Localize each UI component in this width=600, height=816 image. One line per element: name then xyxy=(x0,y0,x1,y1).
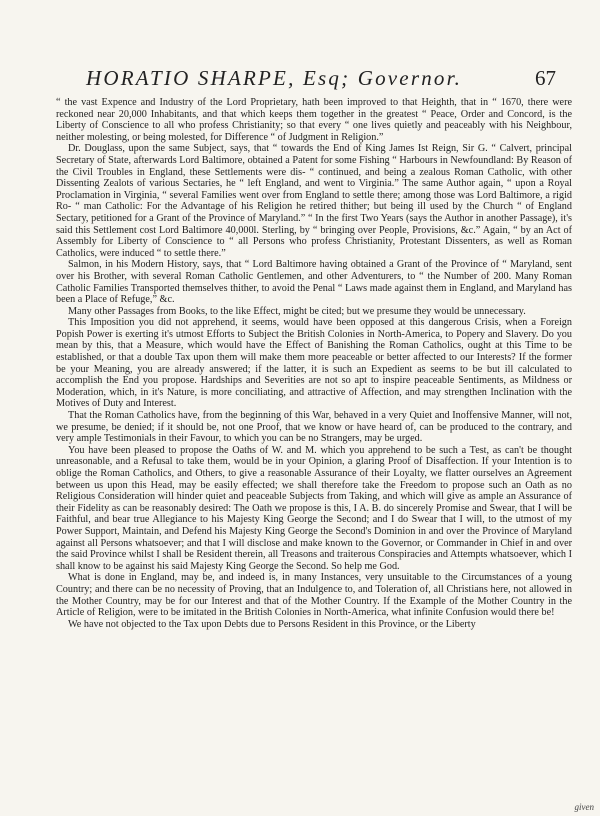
catchword: given xyxy=(574,802,594,812)
running-head xyxy=(86,66,556,94)
paragraph-tax-debts: We have not objected to the Tax upon Debts due to Persons Resident in this Province, or the Liberty xyxy=(68,618,476,630)
paragraph-imposition: This Imposition you did not apprehend, it seems, would have been opposed at this dangerous Crisis, when a Foreign Popish Power is exerting it's utmost Efforts to Subject the British Colonies in North-America, to Popery and Slavery. Do you mean by this, that a Measure, which would have the Effect of Banishing the Roman Catholics, ought at this Time to be established, or that a double Tax upon them will make them more peaceable or better affected to our Interests? If the former be your Meaning, you are already answered; if the latter, it is such an Expedient as seems to be but ill calculated to accomplish the End you propose. Hardships and Severities are not so apt to inspire peaceable Sentiments, as Mildness or Moderation, which, in it's Nature, is more conciliating, and attractive of Affection, and may strengthen Inclination with the Motives of Duty and Interest. xyxy=(56,317,572,410)
paragraph-england: What is done in England, may be, and indeed is, in many Instances, very unsuitable to the Circumstances of a young Country; and there can be no necessity of Proving, that an Indulgence to, and Toleration of, all Christians here, not allowed in the Mother Country, may be for our Interest and that of the Mother Country. If the Example of the Mother Country in the Article of Religion, were to be imitated in the British Colonies in North-America, what infinite Confusion would there be! xyxy=(56,572,572,619)
body-text xyxy=(56,97,572,809)
running-title: HORATIO SHARPE, Esq; Governor. xyxy=(86,66,463,90)
paragraph-douglass: Dr. Douglass, upon the same Subject, says, that “ towards the End of King James Ist Reign, Sir G. “ Calvert, principal Secretary of State, afterwards Lord Baltimore, obtained a Patent for some Fishing “ Harbours in Newfoundland: By Reason of the Civil Troubles in England, these Settlements were dis- “ continued, and being a zealous Roman Catholic, with other Dissenting Zealots of various Sectaries, he “ left England, and went to Virginia.” The same Author again, “ upon a Royal Proclamation in Virginia, “ several Families went over from England to settle there; among those was Lord Baltimore, a rigid Ro- “ man Catholic: For the Advantage of his Religion he retired thither; but being ill used by the Church “ of England Sectary, petitioned for a Grant of the Province of Maryland.” “ In the first Two Years (says the Author in another Passage), it's said this Settlement cost Lord Baltimore 40,000l. Sterling, by “ bringing over People, Provisions, &c.” Again, “ by an Act of Assembly for Liberty of Conscience to “ all Persons who profess Christianity, Protestant Dissenters, as well as Roman Catholics, were induced “ to settle there.” xyxy=(56,143,572,259)
paragraph-catholics-behaviour: That the Roman Catholics have, from the beginning of this War, behaved in a very Quiet and Inoffensive Manner, will not, we presume, be denied; if it should be, not one Proof, that we know or have heard of, can be produced to the contrary, and very ample Testimonials in their Favour, to which you can be no Strangers, may be urged. xyxy=(56,410,572,445)
paragraph-other-passages: Many other Passages from Books, to the like Effect, might be cited; but we presume they would be unnecessary. xyxy=(68,305,526,317)
page-number: 67 xyxy=(535,66,556,90)
paragraph-quote-continuation: “ the vast Expence and Industry of the Lord Proprietary, hath been improved to that Heighth, that in “ 1670, there were reckoned near 20,000 Inhabitants, and that which keeps them together in the greatest “ Peace, Order and Concord, is the Liberty of Conscience to all who profess Christianity; so that every “ one lives quietly and peaceably with his Neighbour, neither molesting, or being molested, for Difference “ of Judgment in Religion.” xyxy=(56,97,572,143)
paragraph-oath: You have been pleased to propose the Oaths of W. and M. which you apprehend to be such a Test, as can't be thought unreasonable, and a Refusal to take them, would be in your Opinion, a glaring Proof of Disaffection. If your Intention is to oblige the Roman Catholics, and Others, to give a reasonable Assurance of their Loyalty, we flatter ourselves an Agreement between us upon this Head, may be easily effected; we shall therefore take the Freedom to propose such an Oath as no Religious Consideration will hinder quiet and peaceable Subjects from Taking, and which will give as ample an Assurance of their Fidelity as can be reasonably desired: The Oath we propose is this, I A. B. do sincerely Promise and Swear, that I will be Faithful, and bear true Allegiance to his Majesty King George the Second; and I do Swear that I will, to the utmost of my Power Support, Maintain, and Defend his Majesty King George the Second's Dominion in and over the Province of Maryland against all Persons whatsoever; and that I will disclose and make known to the Governor, or Commander in Chief in and over the said Province whilst I shall be Resident therein, all Treasons and traiterous Conspiracies and Attempts whatsoever, which I shall know to be against his said Majesty King George the Second. So help me God. xyxy=(56,444,572,572)
paragraph-salmon: Salmon, in his Modern History, says, that “ Lord Baltimore having obtained a Grant of the Province of “ Maryland, sent over his Brother, with several Roman Catholic Gentlemen, and other Adventurers, to “ the Number of 200. Many Roman Catholic Families Transported themselves thither, to avoid the Penal “ Laws made against them in England, and Maryland has been a Place of Refuge,” &c. xyxy=(56,259,572,306)
